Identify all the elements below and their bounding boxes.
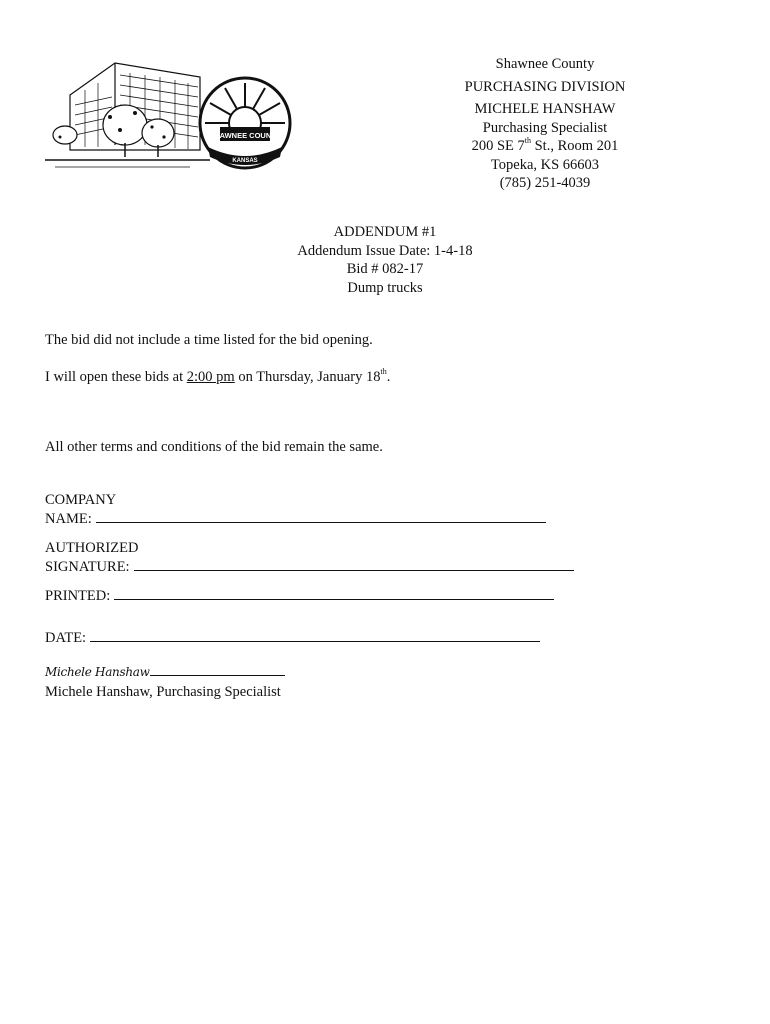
p2-end: . [386,369,391,385]
company-name-label: NAME: [45,511,92,527]
p2-pre: I will open these bids at [45,369,187,385]
city-state-zip: Topeka, KS 66603 [490,156,600,173]
body-paragraph-3: All other terms and conditions of the bid remain the same. [45,439,383,455]
company-name-field[interactable] [45,509,546,528]
logo-text-county: SHAWNEE COUNTY [209,131,281,140]
addendum-header [0,223,770,297]
handwritten-signature: Michele Hanshaw [45,665,150,679]
contact-name: MICHELE HANSHAW [474,101,616,117]
contact-title: Purchasing Specialist [482,119,608,136]
p2-mid: on Thursday, January 18 [234,369,381,385]
body-paragraph-2 [45,368,390,386]
street-address [430,137,660,156]
printed-name-blank[interactable] [114,586,554,600]
signature-line [45,662,285,681]
county-name: Shawnee County [495,56,595,72]
company-name-blank[interactable] [96,509,546,523]
date-blank[interactable] [90,628,540,642]
shawnee-county-seal-icon [40,55,295,180]
date-label: DATE: [45,630,87,646]
authorized-signature-label: SIGNATURE: [45,559,130,575]
company-label-line1: COMPANY [45,492,117,508]
bid-subject: Dump trucks [347,279,423,296]
bid-number: Bid # 082-17 [346,261,424,277]
authorized-signature-field[interactable] [45,557,574,576]
phone-number: (785) 251-4039 [499,175,591,191]
date-field[interactable] [45,628,540,647]
printed-name-label: PRINTED: [45,588,111,604]
addendum-issue-date: Addendum Issue Date: 1-4-18 [297,242,473,259]
address-pre: 200 SE 7 [471,138,525,154]
body-paragraph-1: The bid did not include a time listed for the bid opening. [45,332,373,348]
address-sup: th [524,136,531,146]
division-name: PURCHASING DIVISION [464,78,626,95]
printed-name-field[interactable] [45,586,554,605]
addendum-title: ADDENDUM #1 [333,224,437,240]
authorized-signature-blank[interactable] [134,557,574,571]
letterhead [430,55,660,193]
p2-sup: th [380,367,387,377]
authorized-label-line1: AUTHORIZED [45,540,139,556]
signature-printed-name: Michele Hanshaw, Purchasing Specialist [45,684,281,700]
logo-text-state: KANSAS [232,158,258,164]
shawnee-county-logo [40,55,295,180]
bid-opening-time: 2:00 pm [186,369,235,385]
signature-underline [150,662,285,676]
address-post: St., Room 201 [530,138,619,154]
